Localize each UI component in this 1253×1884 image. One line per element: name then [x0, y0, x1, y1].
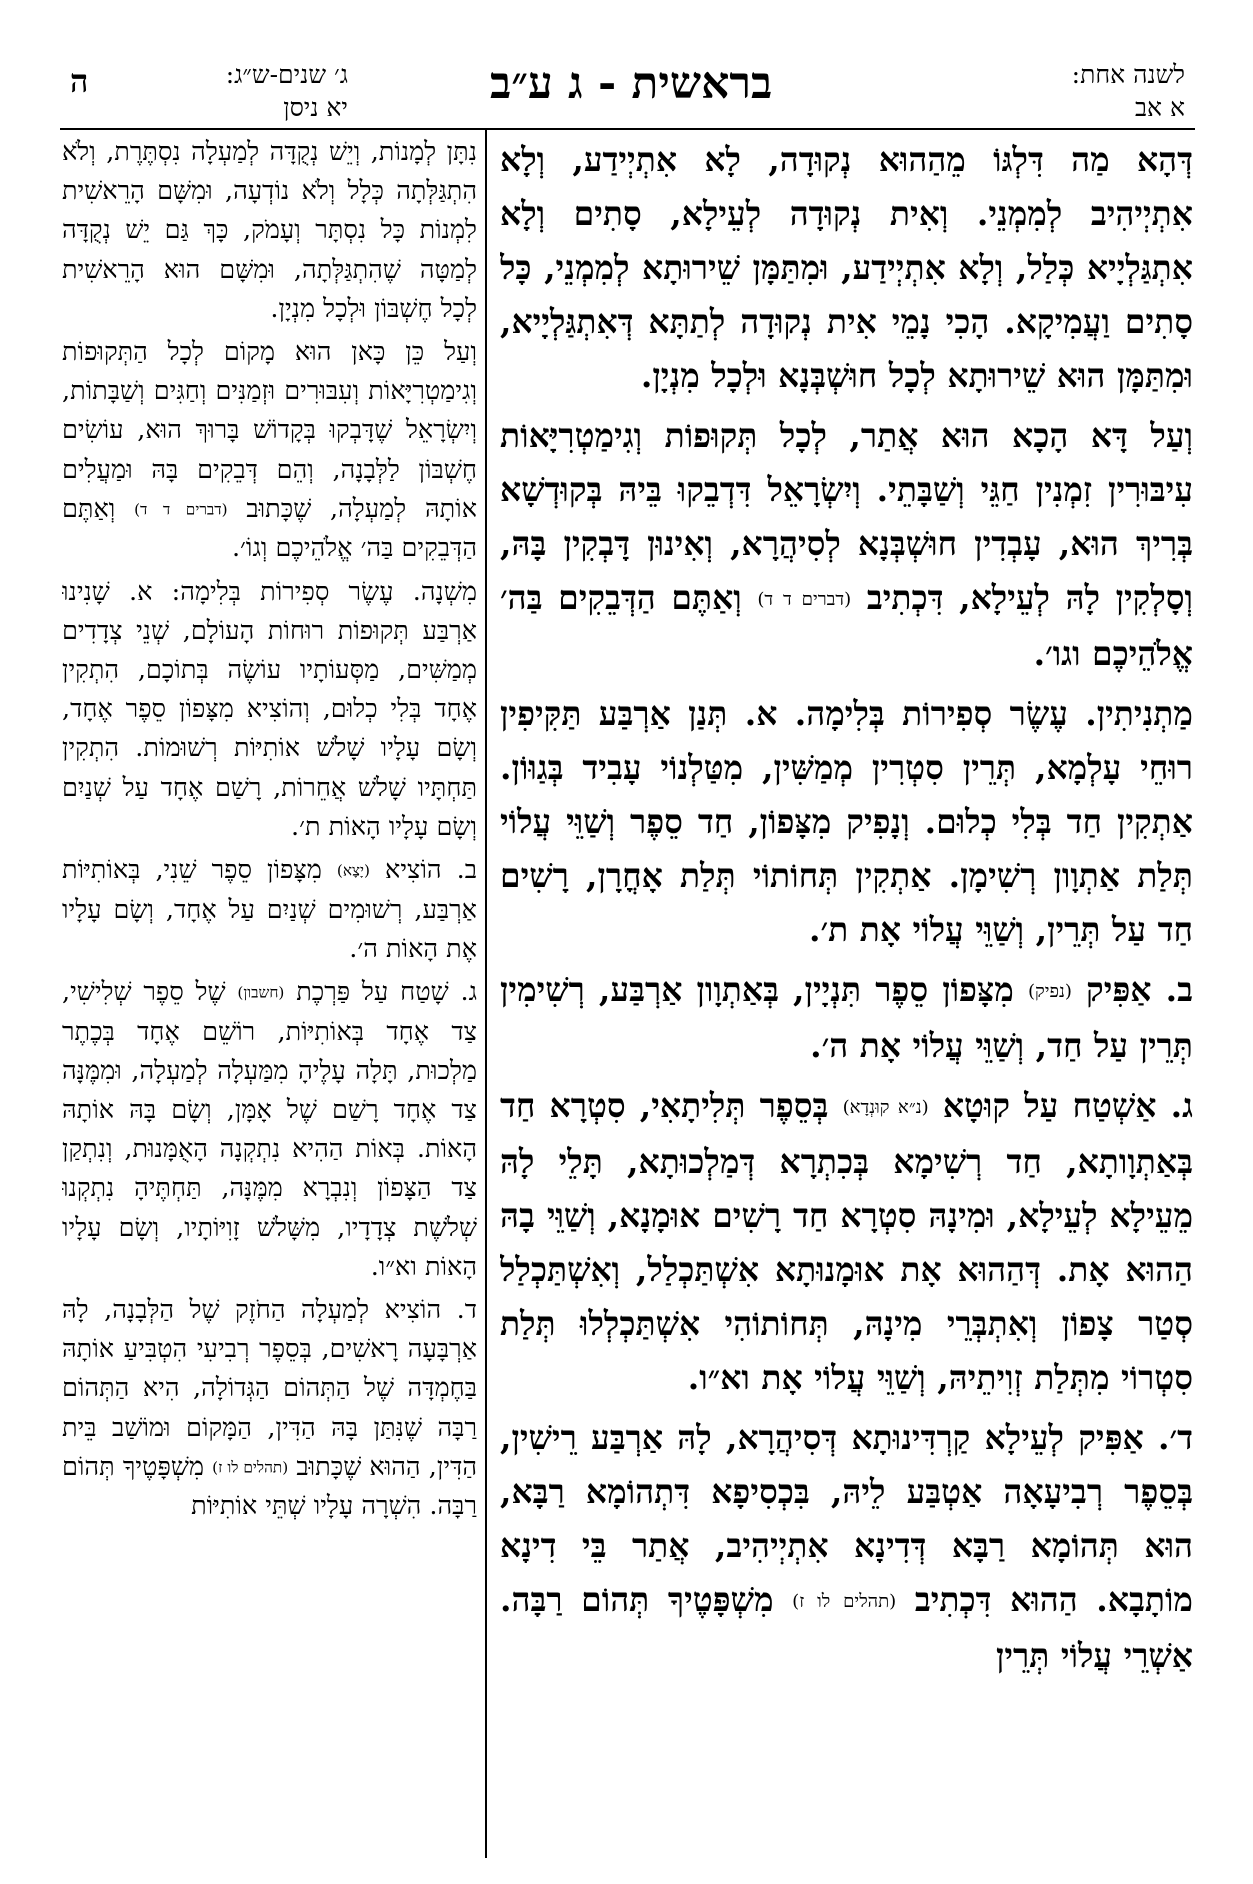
main-paragraph-2: [500, 409, 1193, 681]
side-p4-text-b: מִצָּפוֹן סֵפֶר שֵׁנִי, בְּאוֹתִיּוֹת אַרְבַּע, רְשׁוּמִים שְׁנַיִם עַל אֶחָד, וְשָׂם עָלָיו אֶת הָאוֹת ה׳.: [62, 855, 477, 964]
main-p5-reference: (נ״א קוּנְדָא): [842, 1097, 929, 1118]
side-p6-reference: (תהלים לו ז): [212, 1458, 289, 1477]
translation-column: [62, 133, 477, 1863]
header-rule: [60, 128, 1195, 130]
main-p5-text-a: ג. אַשְׁטַח עַל קוּטָא: [942, 1086, 1193, 1125]
main-p4-text-b: מִצָּפוֹן סֵפֶר תִּנְיָין, בְּאַתְוָון אַרְבַּע, רְשִׁימִין תְּרֵין עַל חַד, וְשַׁוֵּי עֲלוֹי אָת ה׳.: [500, 970, 1193, 1065]
page-header: [0, 0, 1253, 122]
side-p4-text-a: ב. הוֹצִיא: [385, 855, 477, 886]
side-paragraph-3: מִשְׁנָה. עֶשֶׂר סְפִירוֹת בְּלִימָה: א. שָׁנִינוּ אַרְבַּע תְּקוּפוֹת רוּחוֹת הָעוֹלָם, שְׁנֵי צְדָדִים מְמַשִּׁים, מַסְּעוֹתָיו עוֹשֶׂה בְּתוֹכָם, הִתְקִין אֶחָד בְּלִי כְלוּם, וְהוֹצִיא מִצָּפוֹן סֵפֶר אֶחָד, וְשָׂם עָלָיו שָׁלֹשׁ אוֹתִיּוֹת רְשׁוּמוֹת. הִתְקִין תַּחְתָּיו שָׁלֹשׁ אֲחֵרוֹת, רָשַׁם אֶחָד עַל שְׁנַיִם וְשָׂם עָלָיו הָאוֹת ת׳.: [62, 576, 477, 842]
side-paragraph-2: [62, 333, 477, 569]
main-paragraph-3: מַתְנִיתִין. עֶשֶׂר סְפִירוֹת בְּלִימָה. א. תְּנַן אַרְבַּע תַּקִּיפִין רוּחֵי עָלְמָא, תְּרֵין סִטְרִין מְמַשִּׁין, מִטַּלְנוֹי עָבִיד בְּגַוּוֹן. אַתְקִין חַד בְּלִי כְלוּם. וְנָפִיק מִצָּפוֹן, חַד סֵפֶר וְשַׁוֵּי עֲלוֹי תְּלַת אַתְוָון רְשִׁימָן. אַתְקִין תְּחוֹתוֹי תְּלַת אָחֳרָן, רָשִׁים חַד עַל תְּרֵין, וְשַׁוֵּי עֲלוֹי אָת ת׳.: [500, 694, 1193, 949]
main-paragraph-4: [500, 963, 1193, 1073]
main-paragraph-1: דְּהָא מַה דִּלְגּוֹ מֵהַהוּא נְקוּדָה, לָא אִתְיְידַע, וְלָא אִתְיְיהִיב לְמִמְנֵי. וְאִית נְקוּדָה לְעֵילָא, סָתִים וְלָא אִתְגַּלְיָיא כְּלַל, וְלָא אִתְיְידַע, וּמִתַּמָּן שֵׁירוּתָא לְמִמְנֵי, כָּל סָתִים וַעֲמִיקָא. הָכִי נָמֵי אִית נְקוּדָה לְתַתָּא דְּאִתְגַּלְיָיא, וּמִתַּמָּן הוּא שֵׁירוּתָא לְכָל חוּשְׁבְּנָא וּלְכָל מִנְיָן.: [500, 140, 1193, 395]
side-p2-text-a: וְעַל כֵּן כָּאן הוּא מָקוֹם לְכָל הַתְּקוּפוֹת וְגִימַטְרִיָּאוֹת וְעִבּוּרִים וּזְמַנִּים וְחַגִּים וְשַׁבָּתוֹת, וְיִשְׂרָאֵל שֶׁדָּבְקוּ בְּקָדוֹשׁ בָּרוּךְ הוּא, עוֹשִׂים חֶשְׁבּוֹן לַלְּבָנָה, וְהֵם דְּבֵקִים בָּהּ וּמַעֲלִים אוֹתָהּ לְמַעְלָה, שֶׁכָּתוּב: [62, 337, 477, 524]
header-left-info: [128, 58, 348, 124]
main-paragraph-5: [500, 1079, 1193, 1405]
main-p4-text-a: ב. אַפִּיק: [1086, 970, 1193, 1009]
side-p6-text-b: מִשְׁפָּטֶיךָ תְּהוֹם רַבָּה. הִשְׁרָה עָלָיו שְׁתֵּי אוֹתִיּוֹת: [62, 1451, 477, 1522]
page-title: בראשית - ג ע״ב: [490, 58, 773, 109]
main-p4-reference: (נפיק): [1027, 981, 1072, 1002]
side-p6-text-a: ד. הוֹצִיא לְמַעְלָה הַחֹזֶק שֶׁל הַלְּבָנָה, לָהּ אַרְבָּעָה רָאשִׁים, בְּסֵפֶר רְבִיעִי הִטְבִּיעַ אוֹתָהּ בַּחֶמְדָּה שֶׁל הַתְּהוֹם הַגְּדוֹלָה, הִיא הַתְּהוֹם רַבָּה שֶׁנִּתַּן בָּהּ הַדִּין, הַמָּקוֹם וּמוֹשַׁב בֵּית הַדִּין, הַהוּא שֶׁכָּתוּב: [62, 1295, 477, 1482]
header-right-line1: לשנה אחת:: [1071, 60, 1185, 89]
side-paragraph-1: נִתָּן לְמָנוֹת, וְיֵשׁ נְקֻדָּה לְמַעְלָה נִסְתֶּרֶת, וְלֹא הִתְגַּלְּתָה כְּלָל וְלֹא נוֹדְעָה, וּמִשָּׁם הָרֵאשִׁית לִמְנוֹת כָּל נִסְתָּר וְעָמֹק, כָּךְ גַּם יֵשׁ נְקֻדָּה לְמַטָּה שֶׁהִתְגַּלְּתָה, וּמִשָּׁם הוּא הָרֵאשִׁית לְכָל חֶשְׁבּוֹן וּלְכָל מִנְיָן.: [62, 137, 477, 324]
side-p2-reference: (דברים ד ד): [134, 500, 228, 519]
main-p5-text-b: בְּסֵפֶר תְּלִיתָאִי, סִטְרָא חַד בְּאַתְוָותָא, חַד רְשִׁימָא בְּכִתְרָא דְּמַלְכוּתָא, תָּלֵי לָהּ מֵעֵילָא לְעֵילָא, וּמִינָהּ סִטְרָא חַד רָשִׁים אוּמָנָא, וְשַׁוֵּי בָהּ הַהוּא אָת. דְּהַהוּא אָת אוּמָנוּתָא אִשְׁתַּכְלַל, וְאִשְׁתַּכְלַל סְטַר צָפוֹן וְאִתְבְּרֵי מִינָהּ, תְּחוֹתוֹהִי אִשְׁתַּכְלְלוּ תְּלַת סִטְרוֹי מִתְּלַת זְוִיתֵיהּ, וְשַׁוֵּי עֲלוֹי אָת וא״ו.: [500, 1086, 1193, 1397]
main-text-column: [500, 133, 1193, 1863]
side-paragraph-4: [62, 851, 477, 969]
header-left-line1: ג׳ שנים-ש״ג:: [225, 60, 348, 89]
page-letter: ה: [70, 62, 89, 100]
main-p6-text-a: ד׳. אַפִּיק לְעֵילָא קַרְדִּינוּתָא דְּסִיהֲרָא, לָהּ אַרְבַּע רֵישִׁין, בְּסֵפֶר רְבִיעָאָה אַטְבַּע לֵיהּ, בִּכְסִיפָא דִּתְהוֹמָא רַבָּא, הוּא תְּהוֹמָא רַבָּא דְּדִינָא אִתְיְיהִיב, אֲתַר בֵּי דִינָא מוֹתָבָא. הַהוּא דִּכְתִיב: [500, 1418, 1193, 1619]
side-p2-text-b: וְאַתֶּם הַדְּבֵקִים בַּה׳ אֱלֹהֵיכֶם וְגוֹ׳.: [62, 493, 477, 564]
side-paragraph-5: [62, 973, 477, 1287]
side-p5-text-a: ג. שָׁטַח עַל פַּרְכֶת: [296, 977, 477, 1008]
side-paragraph-6: [62, 1291, 477, 1527]
side-p4-reference: (יָצָא): [336, 861, 371, 880]
side-p5-text-b: שֶׁל סֵפֶר שְׁלִישִׁי, צַד אֶחָד בְּאוֹתִיּוֹת, רוֹשֵׁם אֶחָד בְּכֶתֶר מַלְכוּת, תָּלָה עָלֶיהָ מִמַּעְלָה לְמַעְלָה, וּמִמֶּנָּה צַד אֶחָד רָשַׁם שֶׁל אָמָּן, וְשָׂם בָּהּ אוֹתָהּ הָאוֹת. בְּאוֹת הַהִיא נִתְקְנָה הָאֻמָּנוּת, וְנִתְקַן צַד הַצָּפוֹן וְנִבְרָא מִמֶּנָּה, תַּחְתֶּיהָ נִתְקְנוּ שְׁלֹשֶׁת צְדָדָיו, מִשָּׁלֹשׁ זָוִיּוֹתָיו, וְשָׂם עָלָיו הָאוֹת וא״ו.: [62, 977, 477, 1282]
main-paragraph-6: [500, 1411, 1193, 1683]
column-divider: [485, 128, 487, 1858]
main-p2-text-b: וְאַתֶּם הַדְּבֵקִים בַּה׳ אֱלֹהֵיכֶם וגו׳.: [500, 578, 1193, 673]
header-right-line2: א אב: [1135, 93, 1185, 122]
side-p5-reference: (חשבון): [237, 983, 285, 1002]
header-right-info: [1072, 58, 1185, 124]
main-p2-reference: (דברים ד ד): [757, 589, 852, 610]
main-p6-text-b: מִשְׁפָּטֶיךָ תְּהוֹם רַבָּה. אַשְׁרֵי עֲלוֹי תְּרֵין: [500, 1580, 1193, 1675]
main-p6-reference: (תהלים לו ז): [792, 1591, 897, 1612]
header-left-line2: יא ניסן: [283, 93, 348, 122]
main-p2-text-a: וְעַל דָּא הָכָא הוּא אֲתַר, לְכָל תְּקוּפוֹת וְגִימַטְרִיָּאוֹת עִיבּוּרִין זִמְנִין חַגֵּי וְשַׁבָּתֵי. וְיִשְׂרָאֵל דִּדְבֵקוּ בֵּיהּ בְּקוּדְשָׁא בְּרִיךְ הוּא, עָבְדִין חוּשְׁבְּנָא לְסִיהֲרָא, וְאִינוּן דָּבְקִין בָּהּ, וְסָלְקִין לָהּ לְעֵילָא, דִּכְתִיב: [500, 416, 1193, 617]
